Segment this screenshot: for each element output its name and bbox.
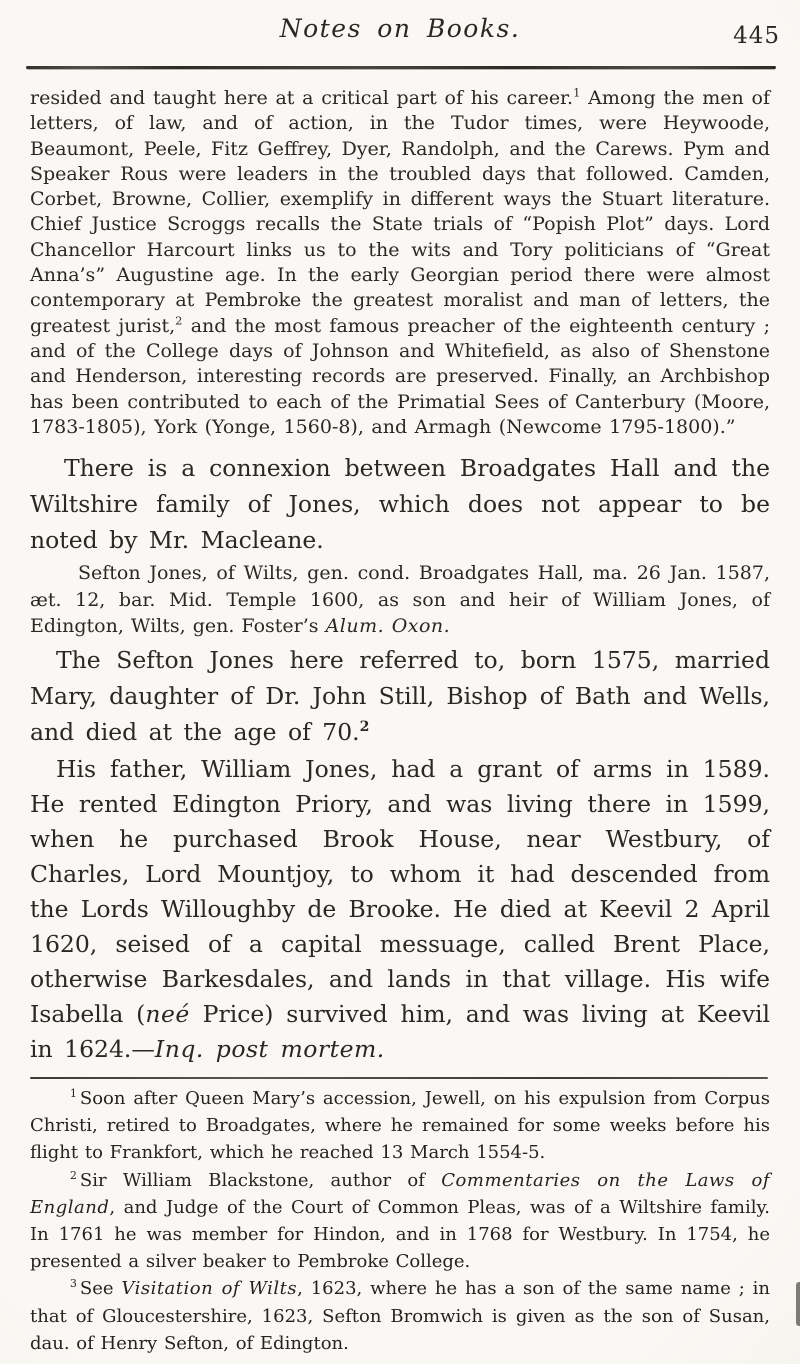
paragraph-connexion: There is a connexion between Broadgates Hall and the Wiltshire family of Jones, which does not appear to be noted by Mr. Macleane. (30, 454, 770, 555)
footnote-2: $^2$ Sir William Blackstone, author of Commentaries on the Laws of England, and Judge of the Court of Common Pleas, was of a Wiltshire family. In 1761 he was member for Hindon, and in 1768 for Westbury. In 1754, he presented a silver beaker to Pembroke College. (30, 1168, 770, 1273)
paragraph-intro: resided and taught here at a critical part of his career.$^1$ Among the men of letters, of law, and of action, in the Tudor times, were Heywoode, Beaumont, Peele, Fitz Geffrey, Dyer, Randolph, and the Carews. Pym and Speaker Rous were leaders in the troubled days that followed. Camden, Corbet, Browne, Collier, exemplify in different ways the Stuart literature. Chief Justice Scroggs recalls the State trials of “Popish Plot” days. Lord Chancellor Harcourt links us to the wits and Tory politicians of “Great Anna’s” Augustine age. In the early Georgian period there were almost contemporary at Pembroke the greatest moralist and man of letters, the greatest jurist,$^2$ and the most famous preacher of the eighteenth century ; and of the College days of Johnson and Whitefield, as also of Shenstone and Henderson, interesting records are preserved. Finally, an Archbishop has been contributed to each of the Primatial Sees of Canterbury (Moore, 1783-1805), York (Yonge, 1560-8), and Armagh (Newcome 1795-1800).” (30, 85, 771, 438)
page-title: Notes on Books. (279, 14, 521, 43)
footnote-separator (30, 1077, 768, 1079)
header-rule (26, 66, 776, 69)
paragraph-william-jones: His father, William Jones, had a grant of arms in 1589. He rented Edington Priory, and was living there in 1599, when he purchased Brook House, near Westbury, of Charles, Lord Mountjoy, to whom it had descended from the Lords Willoughby de Brooke. He died at Keevil 2 April 1620, seised of a capital messuage, called Brent Place, otherwise Barkesdales, and lands in that village. His wife Isabella (neé Price) survived him, and was living at Keevil in 1624.—Inq. post mortem. (30, 754, 771, 1063)
paragraph-citation: Sefton Jones, of Wilts, gen. cond. Broadgates Hall, ma. 26 Jan. 1587, æt. 12, bar. Mid. Temple 1600, as son and heir of William Jones, of Edington, Wilts, gen. Foster’s Alum. Oxon. (30, 562, 770, 638)
page-body (30, 86, 770, 1067)
footnotes-section (30, 1085, 770, 1357)
page-number: 445 (733, 23, 780, 49)
scan-edge-mark (796, 1282, 800, 1326)
paragraph-sefton-jones: The Sefton Jones here referred to, born 1575, married Mary, daughter of Dr. John Still, Bishop of Bath and Wells, and died at the age of 70.$^2$ (30, 645, 770, 746)
footnote-3: $^3$ See Visitation of Wilts, 1623, where he has a son of the same name ; in that of Gloucestershire, 1623, Sefton Bromwich is given as the son of Susan, dau. of Henry Sefton, of Edington. (30, 1277, 771, 1354)
footnote-1: $^1$ Soon after Queen Mary’s accession, Jewell, on his expulsion from Corpus Christi, retired to Broadgates, where he remained for some weeks before his flight to Frankfort, which he reached 13 March 1554-5. (30, 1086, 770, 1164)
page-header (0, 0, 800, 58)
